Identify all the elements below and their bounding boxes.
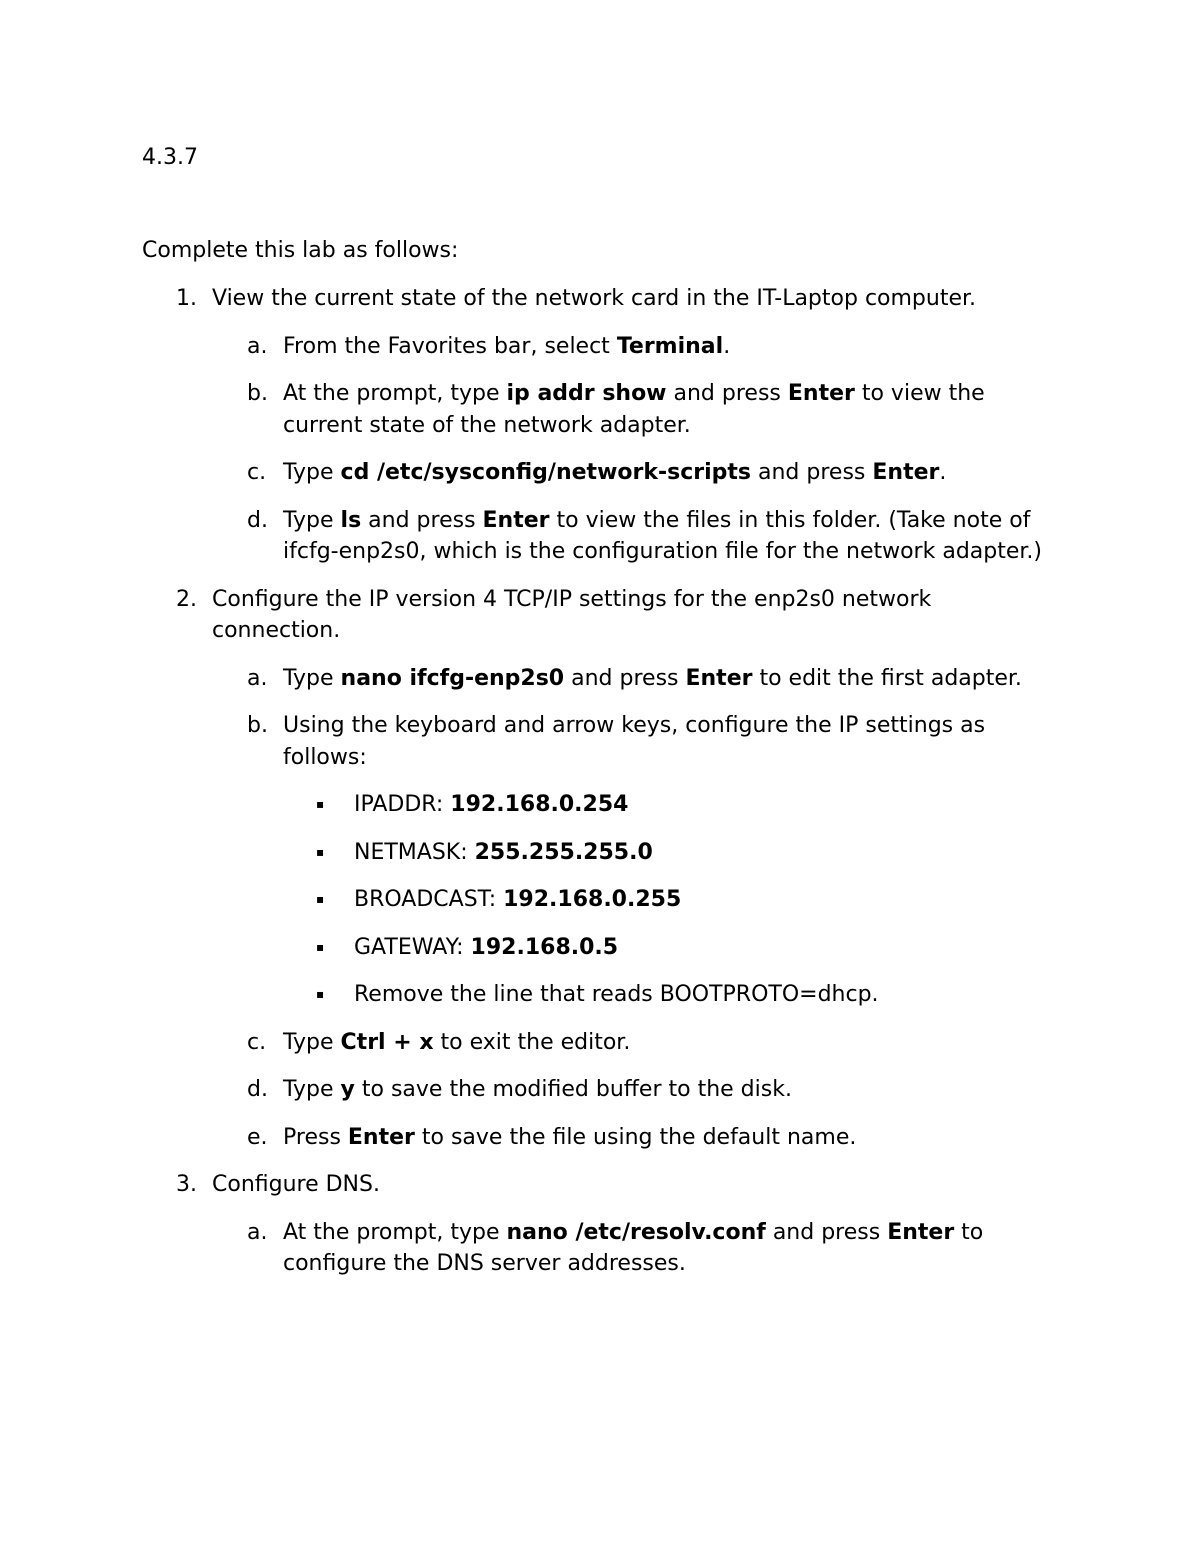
substep-2d [0, 1074, 1053, 1106]
key-text: Enter [347, 1124, 415, 1150]
substep-1a [0, 331, 1053, 363]
setting-broadcast [0, 884, 1054, 916]
setting-label: BROADCAST: [354, 887, 504, 912]
setting-netmask [0, 837, 1054, 869]
substep-marker: c. [247, 460, 267, 485]
command-text: cd /etc/sysconfig/network-scripts [340, 460, 752, 485]
substep-text: . [723, 333, 731, 359]
intro-text: Complete this lab as follows: [142, 238, 459, 263]
substep-marker: a. [247, 665, 268, 691]
substep-2e [0, 1122, 1053, 1154]
substep-text: Using the keyboard and arrow keys, configure the IP settings as follows: [283, 713, 986, 770]
substep-text: and press [666, 381, 788, 406]
substep-text: and press [751, 460, 873, 485]
setting-value: 192.168.0.255 [503, 887, 682, 912]
bullet-icon: ▪ [316, 892, 325, 906]
step-marker: 2. [176, 586, 197, 612]
substep-marker: c. [247, 1029, 267, 1055]
setting-value: 192.168.0.5 [470, 934, 619, 960]
substep-marker: d. [247, 1077, 268, 1102]
substep-text: to exit the editor. [433, 1029, 631, 1055]
key-text: Enter [787, 381, 855, 406]
substep-text: Press [283, 1124, 348, 1150]
substep-marker: d. [247, 507, 268, 533]
key-text: Ctrl + x [340, 1029, 434, 1055]
substep-text: and press [765, 1219, 888, 1245]
substep-text: At the prompt, type [283, 381, 507, 406]
bullet-icon: ▪ [316, 987, 325, 1001]
substep-text: to save the file using the default name. [414, 1124, 857, 1150]
section-number: 4.3.7 [142, 145, 198, 170]
setting-label: NETMASK: [354, 839, 475, 865]
substep-marker: a. [247, 333, 268, 359]
substep-2c [0, 1027, 1053, 1059]
substep-1b [0, 378, 1053, 441]
setting-ipaddr [0, 789, 1054, 821]
setting-label: GATEWAY: [354, 934, 471, 960]
substep-text: to configure the DNS server addresses. [283, 1219, 984, 1276]
substep-text: Type [283, 665, 341, 691]
command-text: nano ifcfg-enp2s0 [340, 665, 565, 691]
substep-text: and press [361, 507, 483, 533]
command-text: Terminal [616, 333, 724, 359]
step-text: Configure the IP version 4 TCP/IP settings for the enp2s0 network connection. [212, 586, 932, 643]
key-text: Enter [887, 1219, 955, 1245]
setting-value: 255.255.255.0 [474, 839, 653, 865]
step-2 [0, 584, 1002, 647]
substep-text: to view the current state of the network adapter. [283, 381, 985, 438]
substep-2b [0, 710, 1053, 773]
step-text: View the current state of the network card in the IT-Laptop computer. [212, 286, 977, 311]
substep-text: Type [283, 1029, 341, 1055]
setting-value: 192.168.0.254 [450, 792, 629, 817]
command-text: ip addr show [506, 381, 667, 406]
substep-text: At the prompt, type [283, 1219, 507, 1245]
substep-marker: a. [247, 1219, 268, 1245]
command-text: nano /etc/resolv.conf [506, 1219, 766, 1245]
step-1 [0, 283, 1002, 315]
substep-text: to edit the first adapter. [752, 665, 1022, 691]
setting-gateway [0, 932, 1054, 964]
substep-text: Type [283, 507, 341, 533]
step-3 [0, 1169, 1002, 1201]
substep-text: From the Favorites bar, select [283, 333, 617, 359]
substep-marker: e. [247, 1124, 268, 1150]
key-text: Enter [872, 460, 940, 485]
key-text: Enter [685, 665, 753, 691]
bullet-icon: ▪ [316, 797, 325, 811]
substep-text: to save the modified buffer to the disk. [354, 1077, 792, 1102]
substep-3a [0, 1217, 1053, 1280]
step-marker: 1. [176, 286, 197, 311]
setting-label: IPADDR: [354, 792, 451, 817]
key-text: Enter [482, 507, 550, 533]
setting-label: Remove the line that reads BOOTPROTO=dhcp. [354, 982, 879, 1007]
bullet-icon: ▪ [316, 844, 325, 859]
substep-text: and press [564, 665, 686, 691]
substep-text: . [939, 460, 947, 485]
step-marker: 3. [176, 1172, 197, 1197]
steps-list [0, 283, 1200, 1296]
substep-marker: b. [247, 381, 268, 406]
substep-1c [0, 457, 1053, 489]
setting-remove-bootproto [0, 979, 1054, 1011]
step-text: Configure DNS. [212, 1172, 380, 1197]
key-text: y [340, 1077, 355, 1102]
substep-2a [0, 663, 1053, 695]
substep-1d [0, 505, 1053, 568]
substep-marker: b. [247, 713, 268, 738]
substep-text: Type [283, 460, 341, 485]
bullet-icon: ▪ [316, 939, 325, 954]
command-text: ls [340, 507, 362, 533]
substep-text: to view the files in this folder. (Take note of ifcfg-enp2s0, which is the configuration file for the network adapter.) [283, 507, 1042, 564]
substep-text: Type [283, 1077, 341, 1102]
